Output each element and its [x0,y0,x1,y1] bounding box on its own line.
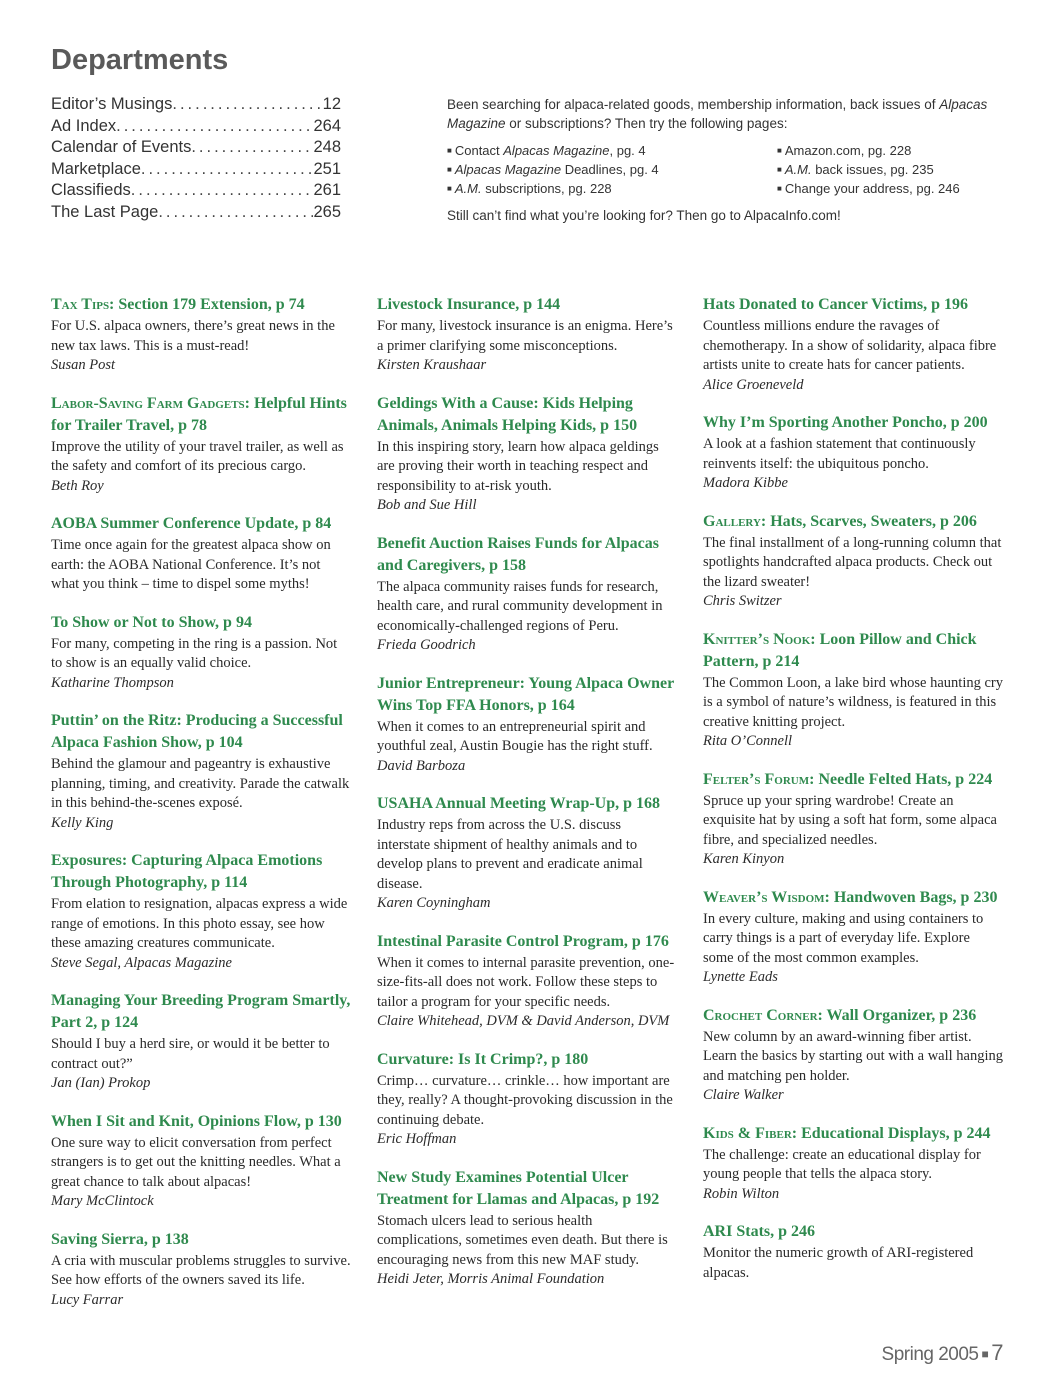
article-headline: Livestock Insurance, p 144 [377,296,561,313]
article-description: Behind the glamour and pageantry is exhaustive planning, timing, and creativity. Parade the catwalk in this behind-the-scenes exposé. [51,756,350,811]
info-closing: Still can’t find what you’re looking for? Then go to AlpacaInfo.com! [447,208,841,223]
article-title[interactable] [703,887,1003,909]
dot-leader [116,116,313,138]
article-title[interactable] [51,1229,351,1251]
article-entry [703,887,1003,988]
info-bullet-item [447,160,777,179]
toc-entry[interactable] [51,180,341,202]
article-title[interactable] [51,513,351,535]
article-headline: Exposures: Capturing Alpaca Emotions Through Photography, p 114 [51,852,323,891]
article-title[interactable] [377,393,677,437]
toc-label: Editor’s Musings [51,95,173,113]
article-entry [51,393,351,497]
article-author: Bob and Sue Hill [377,497,477,513]
article-author: Katharine Thompson [51,674,174,691]
article-headline: When I Sit and Knit, Opinions Flow, p 130 [51,1112,342,1130]
article-description: The Common Loon, a lake bird whose haunting cry is a symbol of nature’s wildness, is featured in this creative knitting project. [703,674,1004,730]
article-title[interactable] [377,1049,677,1071]
article-headline: Puttin’ on the Ritz: Producing a Successful Alpaca Fashion Show, p 104 [51,712,343,751]
article-department-prefix: Crochet Corner: [703,1006,823,1024]
article-headline: Educational Displays, p 244 [797,1124,991,1142]
bullet-text-em: A.M. [784,162,812,177]
article-title[interactable] [377,931,677,953]
bullet-text-post: Change your address, pg. 246 [784,181,960,196]
article-title[interactable] [703,412,1003,434]
article-department-prefix: Weaver’s Wisdom: [703,888,830,906]
article-entry [377,1167,677,1290]
article-description: One sure way to elicit conversation from perfect strangers is to get out the knitting needles. What a great chance to talk about alpacas! [51,1134,341,1190]
article-description: The alpaca community raises funds for research, health care, and rural community development in economically-challenged regions of Peru. [377,578,663,634]
article-headline: Wall Organizer, p 236 [822,1006,977,1024]
article-entry [51,294,351,376]
article-description: For many, competing in the ring is a passion. Not to show is an equally valid choice. [51,635,338,671]
article-description: A look at a fashion statement that continuously reinvents itself: the ubiquitous poncho. [703,436,976,472]
toc-label: Classifieds [51,181,131,199]
article-headline: Junior Entrepreneur: Young Alpaca Owner Wins Top FFA Honors, p 164 [377,674,674,714]
article-author: Madora Kibbe [703,475,788,491]
article-headline: Helpful Hints for Trailer Travel, p 78 [51,394,347,434]
article-author: Karen Coyningham [377,895,491,911]
article-headline: Hats Donated to Cancer Victims, p 196 [703,296,969,313]
article-headline: Loon Pillow and Chick Pattern, p 214 [703,630,977,670]
article-author: Steve Segal, Alpacas Magazine [51,954,232,971]
article-description: New column by an award-winning fiber artist. Learn the basics by starting out with a wall hanging and matching pen holder. [703,1028,1003,1084]
page-footer [882,1340,1003,1366]
toc-page-number: 264 [313,116,341,135]
article-description: Should I buy a herd sire, or would it be better to contract out?” [51,1036,330,1072]
article-title[interactable] [377,793,677,815]
article-author: Chris Switzer [703,593,782,609]
article-title[interactable] [703,1005,1003,1027]
departments-list [51,94,341,223]
article-description: Crimp… curvature… crinkle… how important are they, really? A thought-provoking discussion in the continuing debate. [377,1072,673,1128]
toc-page-number: 251 [313,159,341,178]
article-entry [51,612,351,694]
bullet-text-post: , pg. 4 [609,143,646,158]
article-description: Stomach ulcers lead to serious health complications, sometimes even death. But there is encouraging news from this new MAF study. [377,1212,668,1268]
bullet-text-pre: Contact [454,143,504,158]
toc-page-number: 12 [322,95,341,113]
article-entry [51,710,351,833]
article-description: In every culture, making and using containers to carry things is a part of everyday life. Explore some of the most common examples. [703,910,984,966]
article-headline: Hats, Scarves, Sweaters, p 206 [766,512,977,530]
article-description: When it comes to internal parasite prevention, one-size-fits-all does not work. Follow these steps to tailor a program for your specific needs. [377,954,675,1010]
article-column-1 [51,294,351,1327]
article-description: From elation to resignation, alpacas express a wide range of emotions. In this photo essay, see how these amazing creatures communicate. [51,896,348,951]
toc-page-number: 248 [313,138,341,156]
article-author: Karen Kinyon [703,851,785,867]
article-headline: Curvature: Is It Crimp?, p 180 [377,1050,589,1068]
article-headline: To Show or Not to Show, p 94 [51,613,252,631]
toc-entry[interactable] [51,159,341,181]
article-department-prefix: Gallery: [703,512,767,530]
article-headline: Managing Your Breeding Program Smartly, Part 2, p 124 [51,992,351,1031]
article-description: Spruce up your spring wardrobe! Create an exquisite hat by using a soft hat form, some alpaca fibre, and specialized needles. [703,792,997,848]
article-entry [703,629,1003,752]
article-entry [703,294,1003,395]
article-description: A cria with muscular problems struggles to survive. See how efforts of the owners saved its life. [51,1252,351,1288]
article-author: Heidi Jeter, Morris Animal Foundation [377,1271,605,1287]
article-entry [51,850,351,973]
bullet-text-post: subscriptions, pg. 228 [481,181,612,196]
article-headline: Handwoven Bags, p 230 [829,888,998,906]
bullet-text-em: Alpacas Magazine [503,143,610,158]
info-bullet-item [777,160,1007,179]
toc-label: Calendar of Events [51,138,192,156]
article-description: Monitor the numeric growth of ARI-registered alpacas. [703,1245,974,1281]
article-author: Kelly King [51,814,114,831]
page-title: Departments [51,44,229,76]
article-entry [703,1221,1003,1283]
dot-leader [131,180,314,202]
info-box [447,95,1007,225]
article-description: Improve the utility of your travel trailer, as well as the safety and comfort of its precious cargo. [51,438,344,474]
article-headline: Benefit Auction Raises Funds for Alpacas and Caregivers, p 158 [377,534,659,574]
article-description: In this inspiring story, learn how alpaca geldings are proving their worth in teaching respect and responsibility to at-risk youth. [377,438,659,494]
article-description: Countless millions endure the ravages of chemotherapy. In a show of solidarity, alpaca fibre artists unite to create hats for cancer patients. [703,318,997,373]
article-author: Lucy Farrar [51,1291,124,1308]
info-bullets [447,141,1007,198]
article-title[interactable] [377,294,677,316]
article-entry [703,412,1003,494]
article-description: Time once again for the greatest alpaca show on earth: the AOBA National Conference. It’s not what you think – time to dispel some myths! [51,537,331,592]
article-headline: Saving Sierra, p 138 [51,1230,189,1248]
article-author: David Barboza [377,757,466,774]
issue-label: Spring 2005 [881,1344,979,1365]
article-author: Jan (Ian) Prokop [51,1075,151,1091]
toc-label: Ad Index [51,116,117,135]
info-bullet-item [447,141,777,160]
toc-entry[interactable] [51,94,341,116]
article-entry [51,1229,351,1311]
article-entry [377,931,677,1032]
article-title[interactable] [51,393,351,437]
toc-entry[interactable] [51,202,341,224]
dot-leader [158,202,313,224]
article-author: Frieda Goodrich [377,637,476,653]
article-title[interactable] [377,533,677,577]
article-title[interactable] [377,673,677,717]
article-headline: Section 179 Extension, p 74 [114,296,305,313]
square-bullet-icon: ■ [981,1347,989,1361]
article-department-prefix: Felter’s Forum: [703,770,815,788]
article-title[interactable] [703,294,1003,316]
article-entry [703,511,1003,612]
info-intro: Been searching for alpaca-related goods, membership information, back issues of Alpacas Magazine or subscriptions? Then try the following pages: [447,97,988,131]
article-title[interactable] [703,769,1003,791]
article-entry [377,294,677,376]
page-number: 7 [991,1340,1003,1365]
article-author: Kirsten Kraushaar [377,357,487,373]
dot-leader [172,94,322,116]
article-author: Robin Wilton [703,1185,780,1202]
bullet-text-post: Amazon.com, pg. 228 [784,143,912,158]
bullet-text-post: Deadlines, pg. 4 [561,162,659,177]
article-headline: ARI Stats, p 246 [703,1223,816,1240]
article-entry [703,1005,1003,1106]
article-author: Rita O’Connell [703,733,793,749]
article-title[interactable] [51,710,351,754]
bullet-text-em: Alpacas Magazine [454,162,562,177]
info-bullet-item [777,179,1007,198]
dot-leader [141,159,314,181]
article-title[interactable] [51,850,351,894]
article-author: Mary McClintock [51,1193,154,1209]
article-title[interactable] [51,612,351,634]
article-entry [377,793,677,914]
toc-page-number: 261 [313,181,341,199]
bullet-text-post: back issues, pg. 235 [811,162,934,177]
article-title[interactable] [703,511,1003,533]
dot-leader [191,137,313,159]
article-author: Susan Post [51,357,116,373]
article-headline: USAHA Annual Meeting Wrap-Up, p 168 [377,795,661,812]
article-title[interactable] [377,1167,677,1211]
article-entry [51,513,351,595]
article-author: Eric Hoffman [377,1131,457,1147]
toc-label: The Last Page [51,202,159,221]
article-entry [51,990,351,1094]
article-title[interactable] [51,1111,351,1133]
article-title[interactable] [51,294,351,316]
toc-label: Marketplace [51,159,141,178]
article-entry [377,1049,677,1150]
article-author: Claire Walker [703,1087,784,1103]
article-department-prefix: Kids & Fiber: [703,1124,798,1142]
article-title[interactable] [51,990,351,1034]
article-department-prefix: Labor-Saving Farm Gadgets: [51,394,250,412]
article-headline: Why I’m Sporting Another Poncho, p 200 [703,414,988,431]
article-entry [377,393,677,516]
article-entry [703,1123,1003,1205]
article-description: For many, livestock insurance is an enigma. Here’s a primer clarifying some misconceptions. [377,318,673,354]
article-entry [377,673,677,777]
toc-entry[interactable] [51,137,341,159]
article-title[interactable] [703,629,1003,673]
article-column-2 [377,294,677,1307]
article-author: Alice Groeneveld [703,376,804,393]
article-description: The final installment of a long-running column that spotlights handcrafted alpaca products. Check out the lizard sweater! [703,534,1002,590]
article-description: The challenge: create an educational display for young people that tells the alpaca story. [703,1146,981,1182]
article-department-prefix: Knitter’s Nook: [703,630,816,648]
article-department-prefix: Tax Tips: [51,296,115,313]
bullet-text-em: A.M. [454,181,482,196]
article-author: Beth Roy [51,477,104,494]
article-headline: Needle Felted Hats, p 224 [814,770,993,788]
article-description: When it comes to an entrepreneurial spirit and youthful zeal, Austin Bougie has the right stuff. [377,718,653,754]
article-author: Claire Whitehead, DVM & David Anderson, DVM [377,1013,670,1029]
article-entry [377,533,677,656]
article-column-3 [703,294,1003,1300]
article-headline: AOBA Summer Conference Update, p 84 [51,515,332,532]
article-description: Industry reps from across the U.S. discuss interstate shipment of healthy animals and to develop plans to prevent and eradicate animal disease. [377,817,643,892]
info-bullet-item [447,179,777,198]
article-headline: Intestinal Parasite Control Program, p 176 [377,932,669,950]
article-description: For U.S. alpaca owners, there’s great news in the new tax laws. This is a must-read! [51,318,335,354]
toc-entry[interactable] [51,116,341,138]
article-headline: New Study Examines Potential Ulcer Treatment for Llamas and Alpacas, p 192 [377,1168,660,1208]
article-title[interactable] [703,1123,1003,1145]
article-headline: Geldings With a Cause: Kids Helping Animals, Animals Helping Kids, p 150 [377,394,638,434]
article-title[interactable] [703,1221,1003,1243]
article-entry [703,769,1003,870]
article-entry [51,1111,351,1212]
toc-page-number: 265 [313,202,341,221]
article-author: Lynette Eads [703,969,778,985]
info-bullet-item [777,141,1007,160]
